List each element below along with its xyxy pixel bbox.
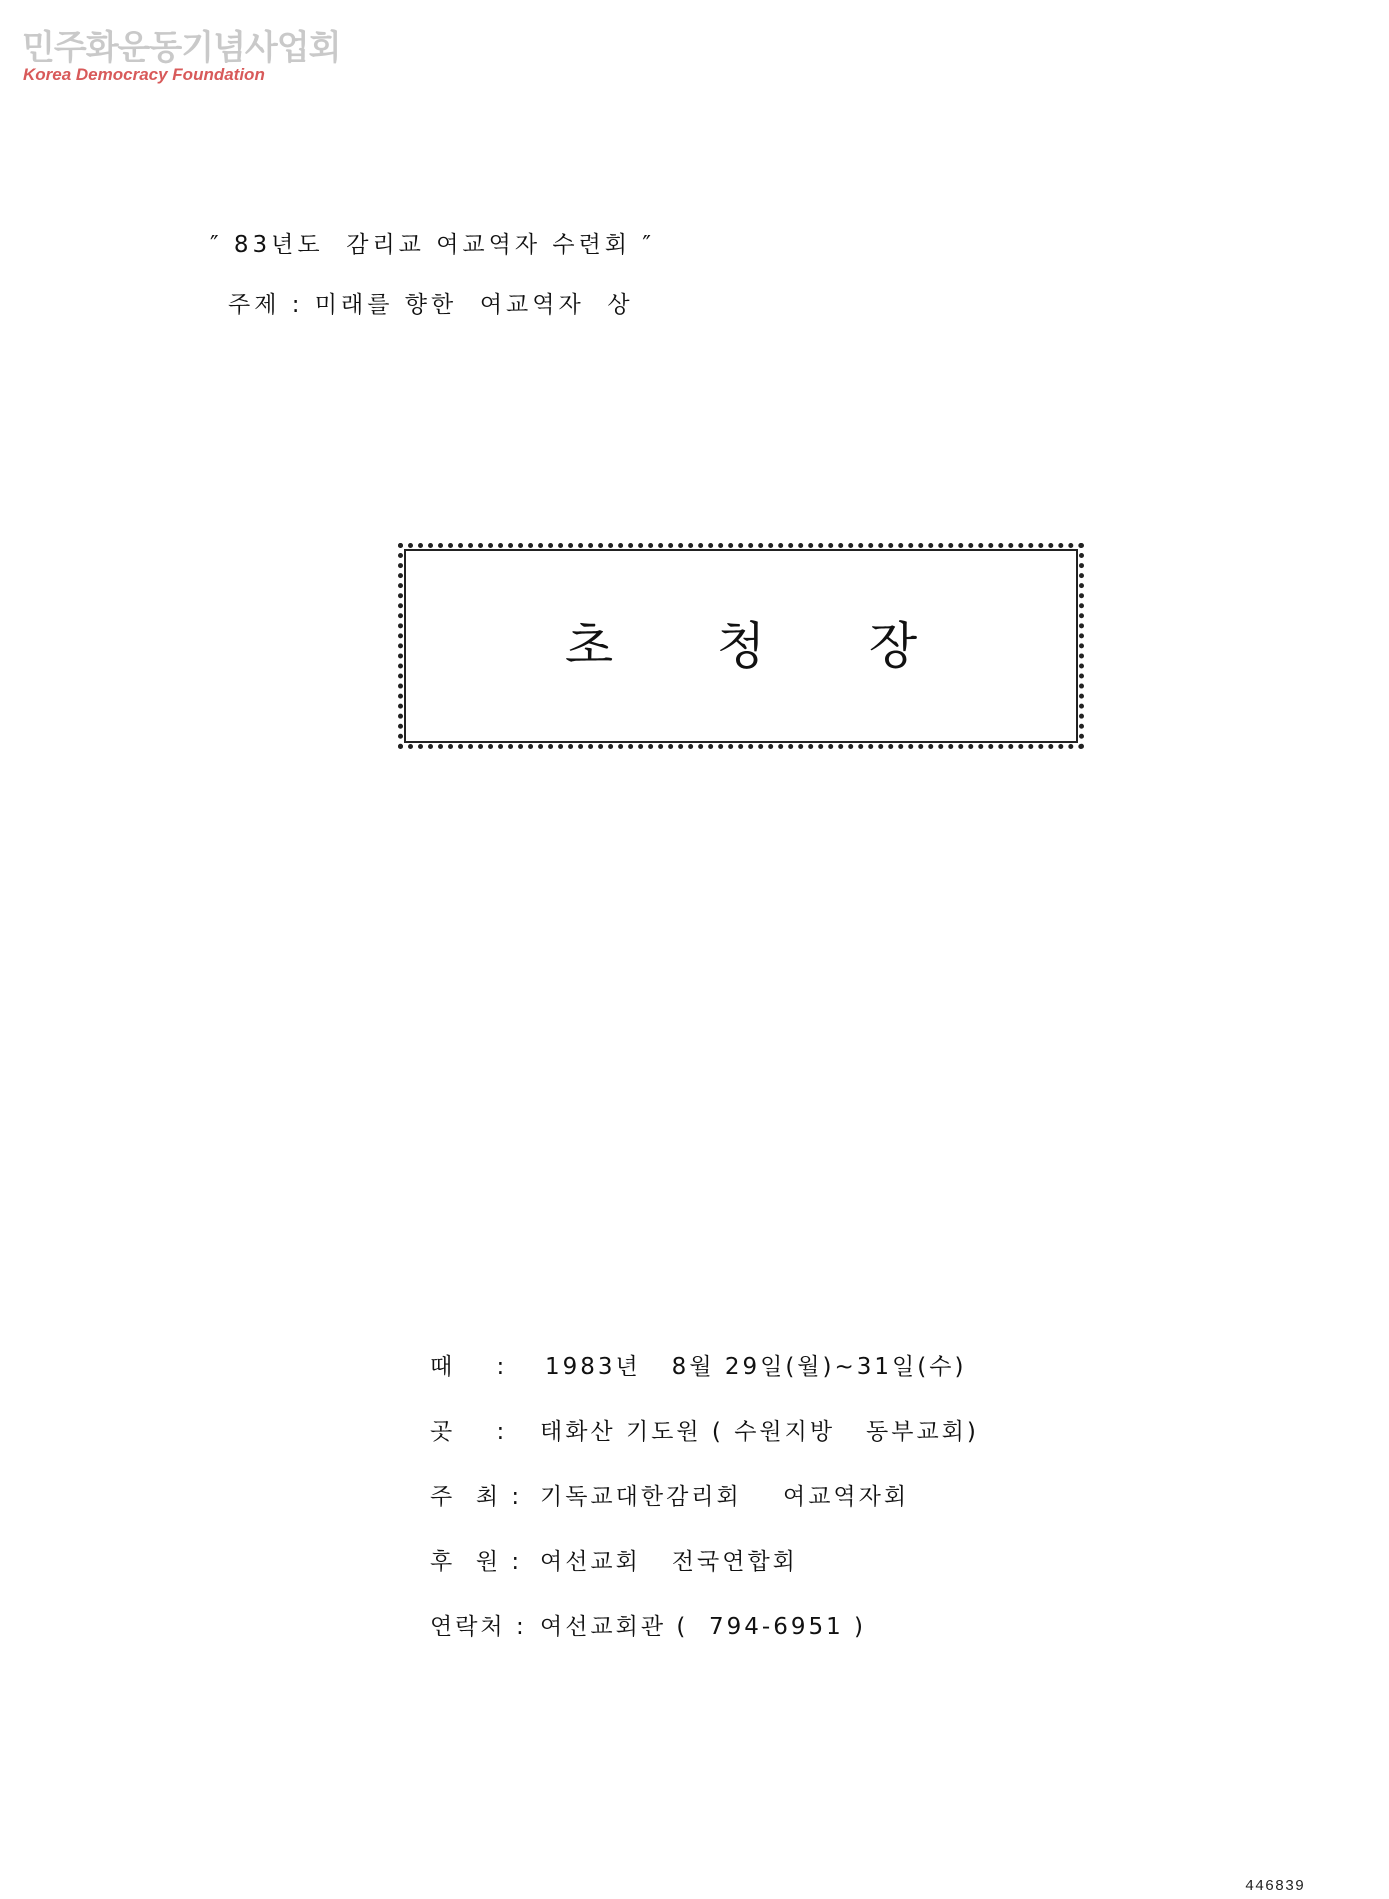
detail-place-value: 태화산 기도원 ( 수원지방 동부교회) <box>540 1419 979 1445</box>
invitation-title-frame <box>398 543 1084 749</box>
detail-date-label: 때 : <box>430 1354 508 1380</box>
detail-contact-value: 여선교회관 ( 794-6951 ) <box>540 1614 867 1640</box>
detail-host-label: 주 최 : <box>430 1484 523 1510</box>
detail-sponsor-value: 여선교회 전국연합회 <box>540 1549 798 1575</box>
event-title: ″ 83년도 감리교 여교역자 수련회 ″ <box>210 232 655 258</box>
detail-sponsor-label: 후 원 : <box>430 1549 523 1575</box>
foundation-watermark-english: Korea Democracy Foundation <box>23 65 265 84</box>
title-char-3: 장 <box>868 617 918 675</box>
detail-contact-label: 연락처 : <box>430 1614 527 1640</box>
invitation-title <box>403 606 1079 678</box>
foundation-watermark-korean: 민주화운동기념사업회 <box>22 28 341 68</box>
event-theme: 주제 : 미래를 향한 여교역자 상 <box>228 292 634 318</box>
title-char-1: 초 <box>564 617 614 675</box>
detail-date-value: 1983년 8월 29일(월)~31일(수) <box>545 1354 967 1380</box>
detail-place-label: 곳 : <box>430 1419 508 1445</box>
title-char-2: 청 <box>716 617 766 675</box>
document-number: 446839 <box>1245 1878 1306 1895</box>
detail-host-value: 기독교대한감리회 여교역자회 <box>540 1484 910 1510</box>
